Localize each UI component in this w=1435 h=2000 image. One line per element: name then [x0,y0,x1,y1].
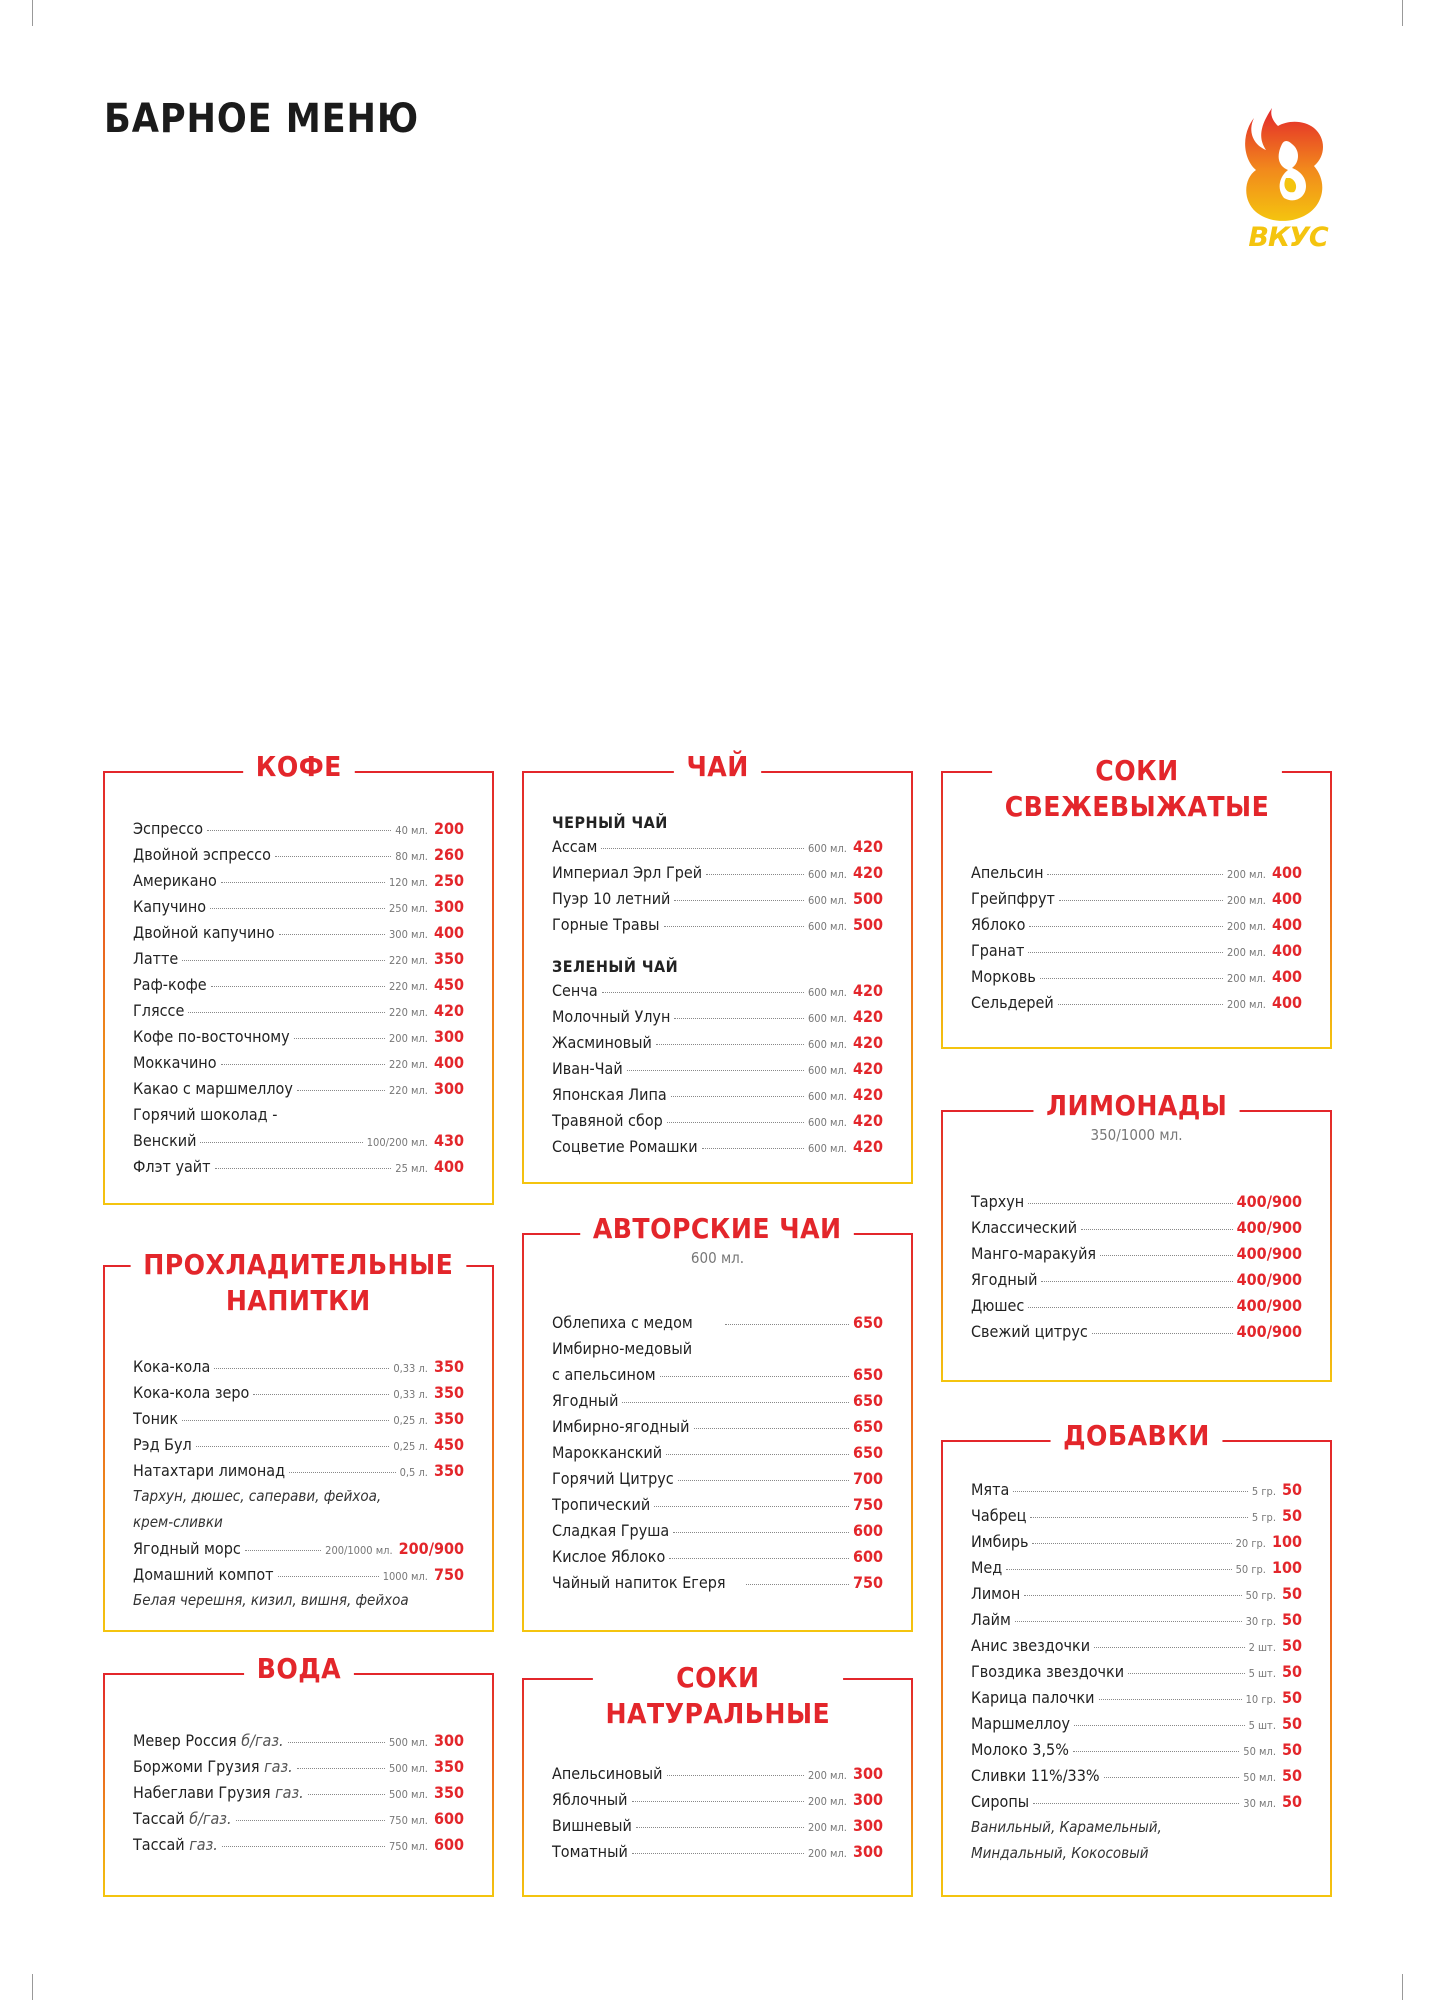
menu-item: Яблочный 200 мл. 300 [552,1790,883,1809]
natural-juice-title: СОКИ НАТУРАЛЬНЫЕ [593,1660,843,1732]
cold-drinks-title: ПРОХЛАДИТЕЛЬНЫЕ НАПИТКИ [131,1247,466,1319]
menu-item: Горячий шоколад - [133,1105,278,1124]
extras-section [941,1419,1332,1897]
menu-item: Тассай газ. 750 мл. 600 [133,1835,464,1854]
menu-item: Марокканский 650 [552,1443,883,1462]
menu-item: Эспрессо 40 мл. 200 [133,819,464,838]
author-tea-section [522,1212,913,1632]
menu-item: Сельдерей 200 мл. 400 [971,993,1302,1012]
menu-item: Горные Травы 600 мл. 500 [552,915,883,934]
author-tea-title: АВТОРСКИЕ ЧАИ [581,1211,855,1247]
menu-item: Морковь 200 мл. 400 [971,967,1302,986]
lemonade-title: ЛИМОНАДЫ [1033,1088,1239,1124]
menu-item: Ассам 600 мл. 420 [552,837,883,856]
menu-item: Чабрец 5 гр. 50 [971,1506,1302,1525]
water-section [103,1652,494,1897]
menu-item: Тассай б/газ. 750 мл. 600 [133,1809,464,1828]
menu-item: Имбирно-ягодный 650 [552,1417,883,1436]
menu-item: Ягодный 400/900 [971,1270,1302,1289]
lemonade-subtitle: 350/1000 мл. [1090,1126,1183,1144]
menu-item: Дюшес 400/900 [971,1296,1302,1315]
menu-item: Боржоми Грузия газ. 500 мл. 350 [133,1757,464,1776]
menu-item: Сливки 11%/33% 50 мл. 50 [971,1766,1302,1785]
extras-list [971,1480,1302,1870]
menu-item: Гвоздика звездочки 5 шт. 50 [971,1662,1302,1681]
menu-item: Карица палочки 10 гр. 50 [971,1688,1302,1707]
crop-mark [1402,0,1403,26]
menu-item: Томатный 200 мл. 300 [552,1842,883,1861]
cold-drinks-section [103,1248,494,1632]
menu-item: Жасминовый 600 мл. 420 [552,1033,883,1052]
menu-item: Лимон 50 гр. 50 [971,1584,1302,1603]
water-list [133,1731,464,1861]
menu-item: Ягодный морс 200/1000 мл. 200/900 [133,1539,464,1558]
menu-item: Набеглави Грузия газ. 500 мл. 350 [133,1783,464,1802]
crop-mark [32,0,33,26]
menu-item: Сенча 600 мл. 420 [552,981,883,1000]
menu-item: Гляссе 220 мл. 420 [133,1001,464,1020]
menu-item: Яблоко 200 мл. 400 [971,915,1302,934]
menu-item: Мята 5 гр. 50 [971,1480,1302,1499]
menu-item: Кока-кола зеро 0,33 л. 350 [133,1383,464,1402]
item-note: Белая черешня, кизил, вишня, фейхоа [133,1591,409,1609]
menu-item: Имбирь 20 гр. 100 [971,1532,1302,1551]
menu-item: Двойной эспрессо 80 мл. 260 [133,845,464,864]
fresh-juice-list [971,863,1302,1019]
crop-mark [32,1974,33,2000]
menu-item: Тархун 400/900 [971,1192,1302,1211]
coffee-title: КОФЕ [243,749,354,785]
menu-item: Кофе по-восточному 200 мл. 300 [133,1027,464,1046]
menu-item: Моккачино 220 мл. 400 [133,1053,464,1072]
menu-item: Классический 400/900 [971,1218,1302,1237]
menu-item: Вишневый 200 мл. 300 [552,1816,883,1835]
menu-item: Тоник 0,25 л. 350 [133,1409,464,1428]
author-tea-list [552,1313,883,1599]
menu-item: Латте 220 мл. 350 [133,949,464,968]
page-title: БАРНОЕ МЕНЮ [104,96,420,142]
menu-item: Маршмеллоу 5 шт. 50 [971,1714,1302,1733]
menu-item: Молоко 3,5% 50 мл. 50 [971,1740,1302,1759]
menu-item: Чайный напиток Егеря 750 [552,1573,883,1592]
menu-item: Японская Липа 600 мл. 420 [552,1085,883,1104]
author-tea-subtitle: 600 мл. [690,1249,745,1267]
menu-item: Флэт уайт 25 мл. 400 [133,1157,464,1176]
menu-item: Домашний компот 1000 мл. 750 [133,1565,464,1584]
menu-item: Ягодный 650 [552,1391,883,1410]
menu-item: Двойной капучино 300 мл. 400 [133,923,464,942]
menu-item: Натахтари лимонад 0,5 л. 350 [133,1461,464,1480]
logo-text: ВКУС [1248,222,1328,253]
natural-juice-section [522,1661,913,1897]
tea-section [522,750,913,1184]
menu-item: Сиропы 30 мл. 50 [971,1792,1302,1811]
menu-item: Раф-кофе 220 мл. 450 [133,975,464,994]
menu-item: Молочный Улун 600 мл. 420 [552,1007,883,1026]
lemonade-section [941,1089,1332,1382]
water-title: ВОДА [244,1651,354,1687]
cold-drinks-list [133,1357,464,1617]
menu-item: Травяной сбор 600 мл. 420 [552,1111,883,1130]
menu-item: Мевер Россия б/газ. 500 мл. 300 [133,1731,464,1750]
menu-item: Лайм 30 гр. 50 [971,1610,1302,1629]
menu-item: Грейпфрут 200 мл. 400 [971,889,1302,908]
green-tea-heading: ЗЕЛЕНЫЙ ЧАЙ [552,957,679,976]
item-note: крем-сливки [133,1513,223,1531]
menu-item: Гранат 200 мл. 400 [971,941,1302,960]
menu-item: Сладкая Груша 600 [552,1521,883,1540]
item-note: Ванильный, Карамельный, [971,1818,1162,1836]
menu-item: Мед 50 гр. 100 [971,1558,1302,1577]
fresh-juice-section [941,754,1332,1049]
menu-item: Апельсин 200 мл. 400 [971,863,1302,882]
menu-item: Империал Эрл Грей 600 мл. 420 [552,863,883,882]
menu-item: Облепиха с медом 650 [552,1313,883,1332]
menu-item: Пуэр 10 летний 600 мл. 500 [552,889,883,908]
menu-item: Кислое Яблоко 600 [552,1547,883,1566]
menu-item: Какао с маршмеллоу 220 мл. 300 [133,1079,464,1098]
item-note: Тархун, дюшес, саперави, фейхоа, [133,1487,382,1505]
menu-item: Американо 120 мл. 250 [133,871,464,890]
menu-item: Имбирно-медовый [552,1339,693,1358]
menu-item: Свежий цитрус 400/900 [971,1322,1302,1341]
coffee-section [103,750,494,1205]
menu-item: Венский 100/200 мл. 430 [133,1131,464,1150]
logo [1242,104,1332,254]
menu-item: с апельсином 650 [552,1365,883,1384]
menu-item: Манго-маракуйя 400/900 [971,1244,1302,1263]
extras-title: ДОБАВКИ [1051,1418,1223,1454]
fresh-juice-title: СОКИ СВЕЖЕВЫЖАТЫЕ [992,753,1282,825]
lemonade-list [971,1192,1302,1348]
tea-title: ЧАЙ [674,749,762,785]
menu-item: Рэд Бул 0,25 л. 450 [133,1435,464,1454]
menu-item: Капучино 250 мл. 300 [133,897,464,916]
tea-list [552,809,883,1163]
black-tea-heading: ЧЕРНЫЙ ЧАЙ [552,813,668,832]
menu-item: Тропический 750 [552,1495,883,1514]
menu-item: Иван-Чай 600 мл. 420 [552,1059,883,1078]
menu-item: Апельсиновый 200 мл. 300 [552,1764,883,1783]
menu-item: Анис звездочки 2 шт. 50 [971,1636,1302,1655]
menu-item: Горячий Цитрус 700 [552,1469,883,1488]
crop-mark [1402,1974,1403,2000]
coffee-list [133,819,464,1183]
menu-item: Соцветие Ромашки 600 мл. 420 [552,1137,883,1156]
menu-item: Кока-кола 0,33 л. 350 [133,1357,464,1376]
natural-juice-list [552,1764,883,1868]
item-note: Миндальный, Кокосовый [971,1844,1149,1862]
